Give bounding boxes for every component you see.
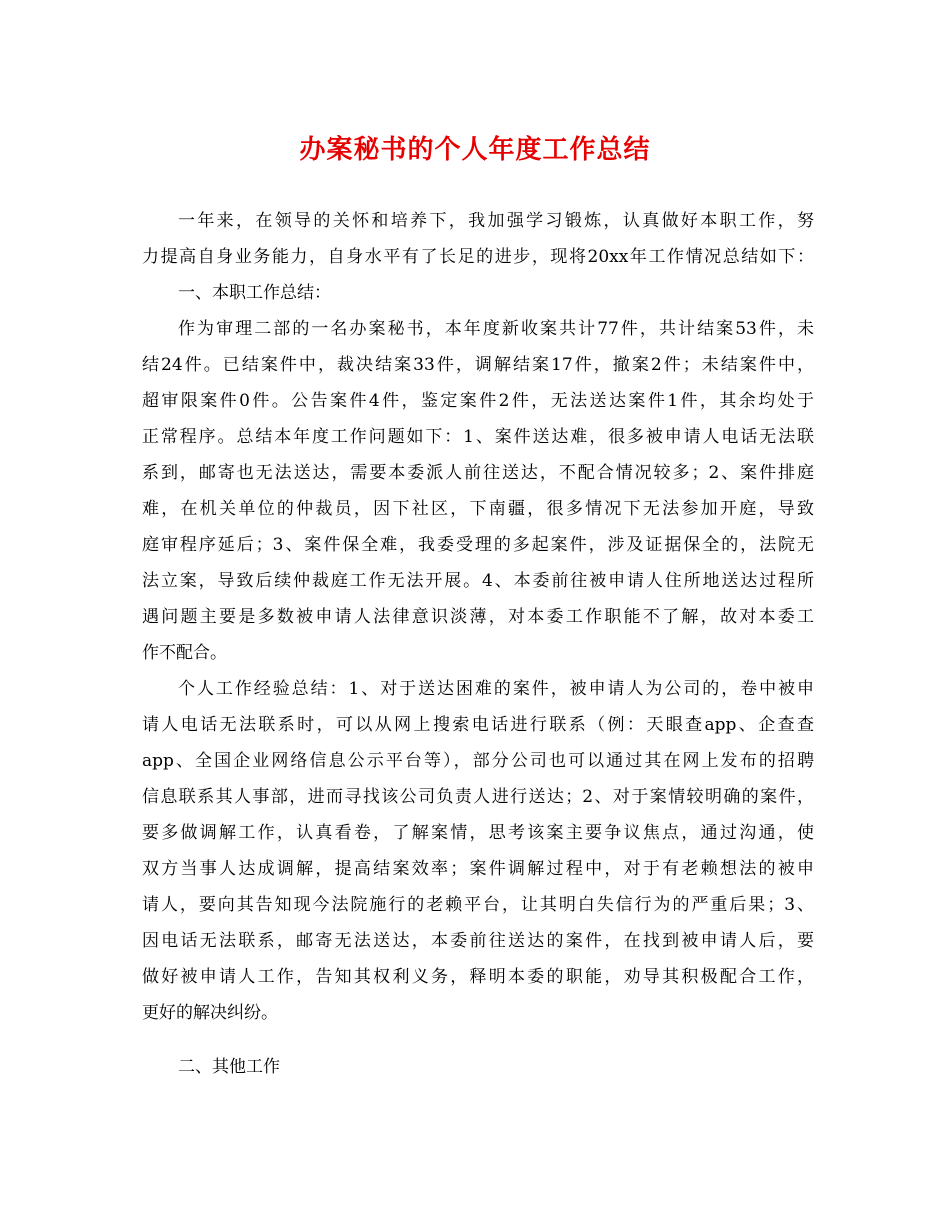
paragraph-line: 做好被申请人工作，告知其权利义务，释明本委的职能，劝导其积极配合工作， xyxy=(142,967,814,987)
paragraph-line: 法立案，导致后续仲裁庭工作无法开展。4、本委前往被申请人住所地送达过程所 xyxy=(142,571,814,591)
document-body xyxy=(142,203,814,1085)
section-heading: 二、其他工作 xyxy=(178,1057,280,1077)
paragraph-line: 超审限案件0件。公告案件4件，鉴定案件2件，无法送达案件1件，其余均处于 xyxy=(142,391,814,411)
paragraph-line: 因电话无法联系，邮寄无法送达，本委前往送达的案件，在找到被申请人后，要 xyxy=(142,931,814,951)
paragraph-line: 请人电话无法联系时，可以从网上搜索电话进行联系（例：天眼查app、企查查 xyxy=(142,715,814,735)
paragraph-line: 个人工作经验总结：1、对于送达困难的案件，被申请人为公司的，卷中被申 xyxy=(178,679,814,699)
paragraph-line: 结24件。已结案件中，裁决结案33件，调解结案17件，撤案2件；未结案件中， xyxy=(142,355,814,375)
section-spacer xyxy=(142,1031,814,1049)
paragraph-line: 庭审程序延后；3、案件保全难，我委受理的多起案件，涉及证据保全的，法院无 xyxy=(142,535,814,555)
paragraph-line: 信息联系其人事部，进而寻找该公司负责人进行送达；2、对于案情较明确的案件， xyxy=(142,787,814,807)
paragraph-line: 作为审理二部的一名办案秘书，本年度新收案共计77件，共计结案53件，未 xyxy=(178,319,814,339)
paragraph-line: 力提高自身业务能力，自身水平有了长足的进步，现将20xx年工作情况总结如下： xyxy=(142,247,814,267)
paragraph-line: 一年来，在领导的关怀和培养下，我加强学习锻炼，认真做好本职工作，努 xyxy=(178,211,814,231)
paragraph-line: 作不配合。 xyxy=(142,643,227,663)
paragraph-line: 双方当事人达成调解，提高结案效率；案件调解过程中，对于有老赖想法的被申 xyxy=(142,859,814,879)
paragraph-line: 正常程序。总结本年度工作问题如下：1、案件送达难，很多被申请人电话无法联 xyxy=(142,427,814,447)
paragraph-line: 请人，要向其告知现今法院施行的老赖平台，让其明白失信行为的严重后果；3、 xyxy=(142,895,814,915)
paragraph-line: app、全国企业网络信息公示平台等），部分公司也可以通过其在网上发布的招聘 xyxy=(142,751,814,771)
paragraph-line: 要多做调解工作，认真看卷，了解案情，思考该案主要争议焦点，通过沟通，使 xyxy=(142,823,814,843)
section-heading: 一、本职工作总结： xyxy=(178,283,331,303)
paragraph-line: 难，在机关单位的仲裁员，因下社区，下南疆，很多情况下无法参加开庭，导致 xyxy=(142,499,814,519)
paragraph-line: 系到，邮寄也无法送达，需要本委派人前往送达，不配合情况较多；2、案件排庭 xyxy=(142,463,814,483)
paragraph-line: 遇问题主要是多数被申请人法律意识淡薄，对本委工作职能不了解，故对本委工 xyxy=(142,607,814,627)
paragraph-line: 更好的解决纠纷。 xyxy=(142,1003,278,1023)
document-title: 办案秘书的个人年度工作总结 xyxy=(299,135,651,165)
